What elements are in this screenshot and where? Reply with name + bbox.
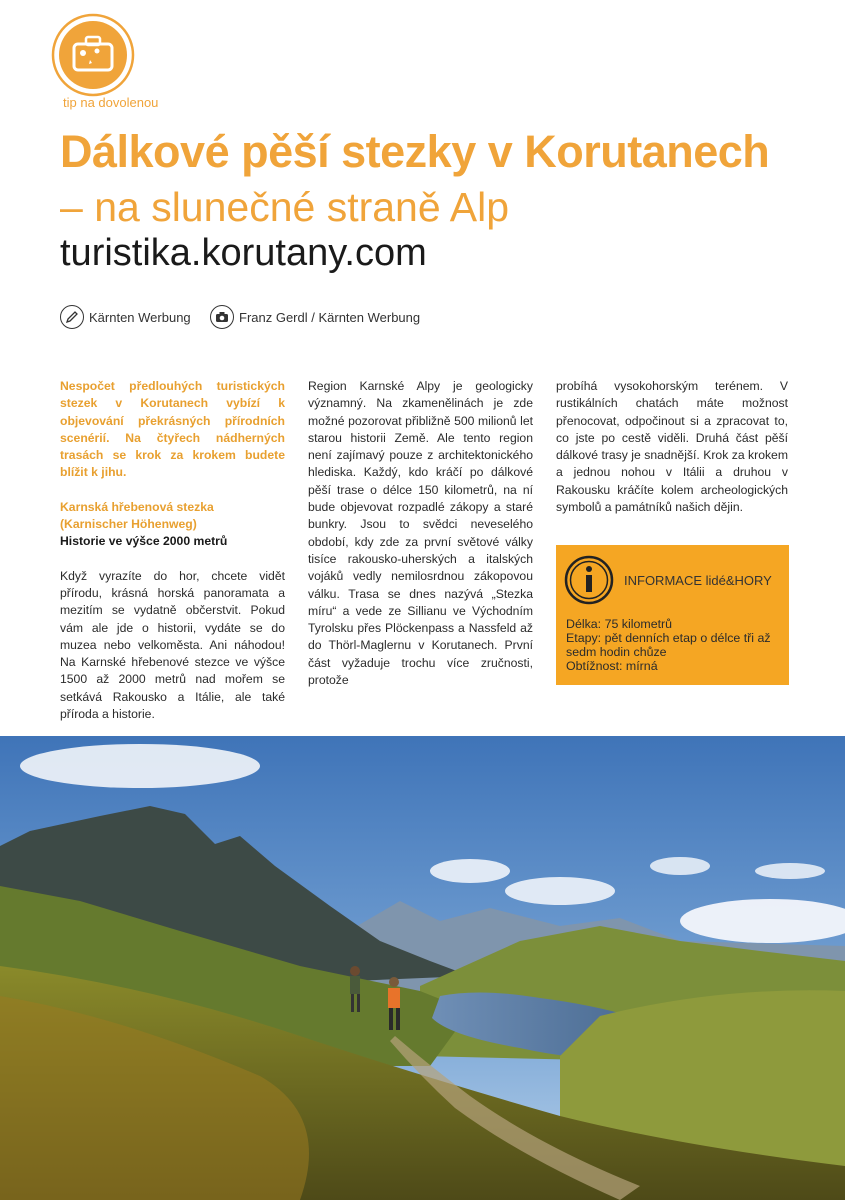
info-icon bbox=[564, 555, 614, 605]
section-subtitle: (Karnischer Höhenweg) bbox=[60, 517, 197, 532]
author-credit bbox=[60, 305, 191, 329]
pencil-icon bbox=[60, 305, 84, 329]
info-box-details bbox=[566, 617, 781, 673]
info-difficulty: Obtížnost: mírná bbox=[566, 659, 658, 673]
article-column-3 bbox=[556, 378, 788, 516]
article-body-3: probíhá vysokohorským terénem. V rustikálních chatách máte možnost přenocovat, odpočinout si a zpracovat to, co jste po cestě viděli. Druhá část pěší dálkové trasy je snadnější. Krok za krokem a jednou nohou v Itálii a druhou v Rakousku kráčíte kolem archeologických symbolů a památníků našich dějin. bbox=[556, 379, 788, 515]
website-url[interactable]: turistika.korutany.com bbox=[60, 232, 427, 274]
article-lead: Nespočet předlouhých turistických stezek v Korutanech vybízí k objevování překrásných přírodních scenérií. Na čtyřech nádherných trasách se krok za krokem budete blížit k jihu. bbox=[60, 379, 285, 480]
camera-icon bbox=[210, 305, 234, 329]
info-box bbox=[556, 545, 789, 685]
section-heading: Historie ve výšce 2000 metrů bbox=[60, 534, 228, 549]
article-body-2: Region Karnské Alpy je geologicky významný. Na zkamenělinách je zde možné pozorovat přibližně 500 milionů let starou historii Země. Ale tento region není zajímavý pouze z architektonického hlediska. Každý, kdo kráčí po dálkové pěší trase o délce 150 kilometrů, na ní bude objevovat rozpadlé zákopy a staré bunkry. Jsou to svědci neveselého období, kdy zde za první světové války tisíce rakousko-uherských a italských vojáků vedly nemilosrdnou zákopovou válku. Trasa se dnes nazývá „Stezka míru“ a vede ze Sillianu ve Východním Tyrolsku přes Plöckenpass a Nassfeld až do Thörl-Maglernu v Korutanech. První část vyžaduje trochu více zručnosti, protože bbox=[308, 379, 533, 688]
page-title: Dálkové pěší stezky v Korutanech bbox=[60, 126, 770, 177]
suitcase-badge-icon bbox=[50, 12, 136, 98]
section-title: Karnská hřebenová stezka bbox=[60, 499, 214, 514]
info-box-title: INFORMACE lidé&HORY bbox=[624, 573, 772, 588]
info-length: Délka: 75 kilometrů bbox=[566, 617, 673, 631]
author-name: Kärnten Werbung bbox=[89, 309, 191, 325]
photo-credit bbox=[210, 305, 420, 329]
info-stages: Etapy: pět denních etap o délce tři až sedm hodin chůze bbox=[566, 631, 771, 659]
page-subtitle: – na slunečné straně Alp bbox=[60, 184, 510, 230]
article-column-2 bbox=[308, 378, 533, 689]
article-body-1: Když vyrazíte do hor, chcete vidět přírodu, krásná horská panoramata a mezitím se vydatně občerstvit. Pokud vám ale jde o historii, vydáte se do muzea nebo velkoměsta. Ani náhodou! Na Karnské hřebenové stezce ve výšce 1500 až 2000 metrů nad mořem se setkává Rakousko a Itálie, ale také příroda a historie. bbox=[60, 568, 285, 722]
article-column-1 bbox=[60, 378, 285, 723]
alpine-landscape-photo bbox=[0, 736, 845, 1200]
photographer-name: Franz Gerdl / Kärnten Werbung bbox=[239, 309, 421, 325]
badge-label: tip na dovolenou bbox=[63, 95, 159, 110]
